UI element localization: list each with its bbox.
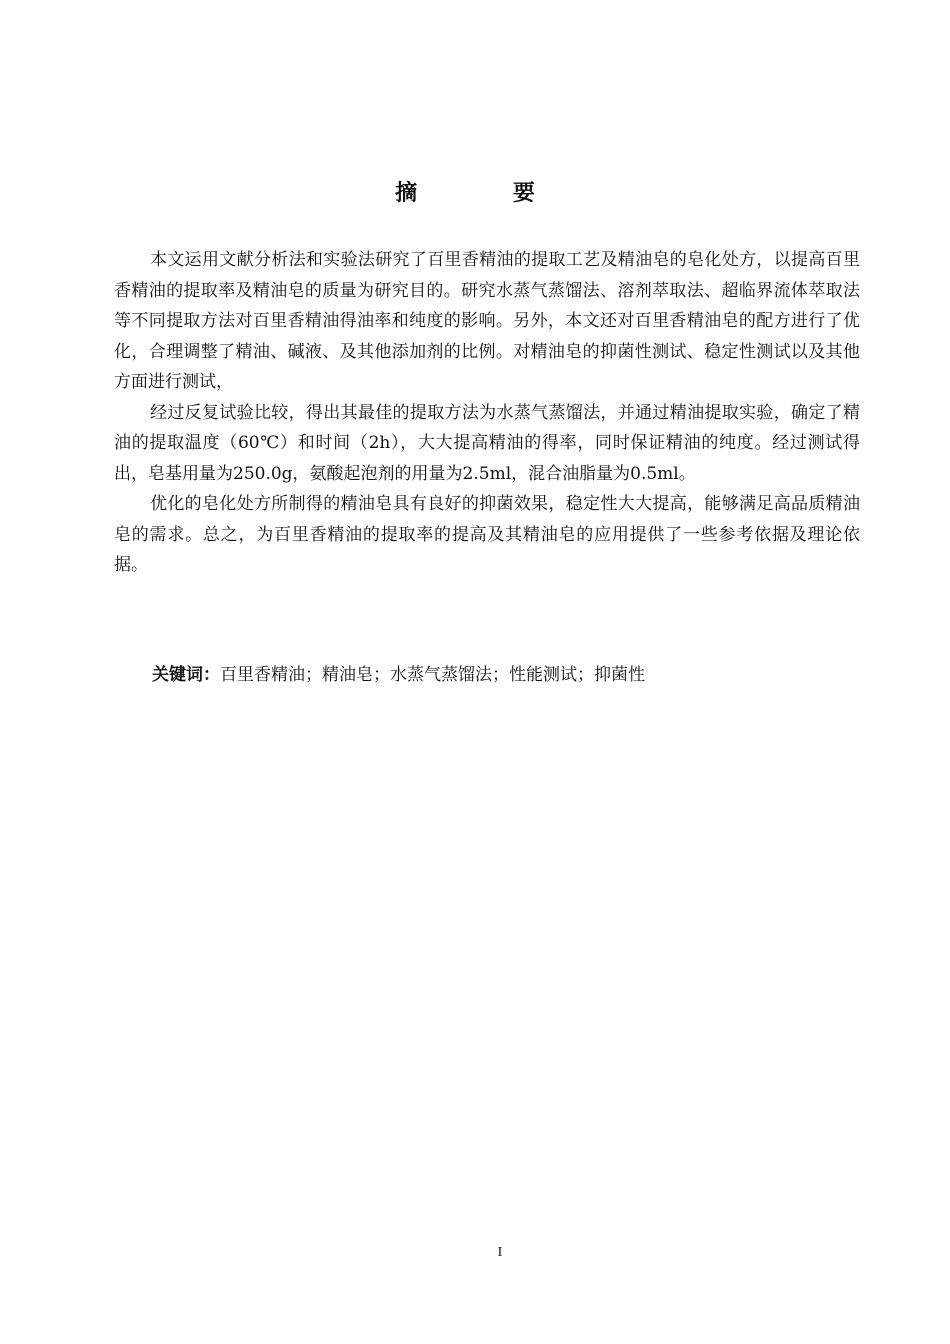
keywords-label: 关键词：: [152, 665, 220, 685]
keywords-value: 百里香精油；精油皂；水蒸气蒸馏法；性能测试；抑菌性: [220, 665, 645, 685]
abstract-title: 摘 要: [395, 181, 579, 206]
keywords-line: [152, 660, 645, 690]
abstract-paragraph-1: 本文运用文献分析法和实验法研究了百里香精油的提取工艺及精油皂的皂化处方，以提高百里香精油的提取率及精油皂的质量为研究目的。研究水蒸气蒸馏法、溶剂萃取法、超临界流体萃取法等不同提取方法对百里香精油得油率和纯度的影响。另外，本文还对百里香精油皂的配方进行了优化，合理调整了精油、碱液、及其他添加剂的比例。对精油皂的抑菌性测试、稳定性测试以及其他方面进行测试，: [114, 250, 860, 392]
abstract-body: [114, 245, 860, 581]
abstract-paragraph-2: 经过反复试验比较，得出其最佳的提取方法为水蒸气蒸馏法，并通过精油提取实验，确定了精油的提取温度（60℃）和时间（2h），大大提高精油的得率，同时保证精油的纯度。经过测试得出，皂基用量为250.0g，氨酸起泡剂的用量为2.5ml，混合油脂量为0.5ml。: [114, 402, 860, 484]
page-number: I: [497, 1245, 503, 1260]
abstract-paragraph-3: 优化的皂化处方所制得的精油皂具有良好的抑菌效果，稳定性大大提高，能够满足高品质精油皂的需求。总之，为百里香精油的提取率的提高及其精油皂的应用提供了一些参考依据及理论依据。: [114, 494, 860, 575]
